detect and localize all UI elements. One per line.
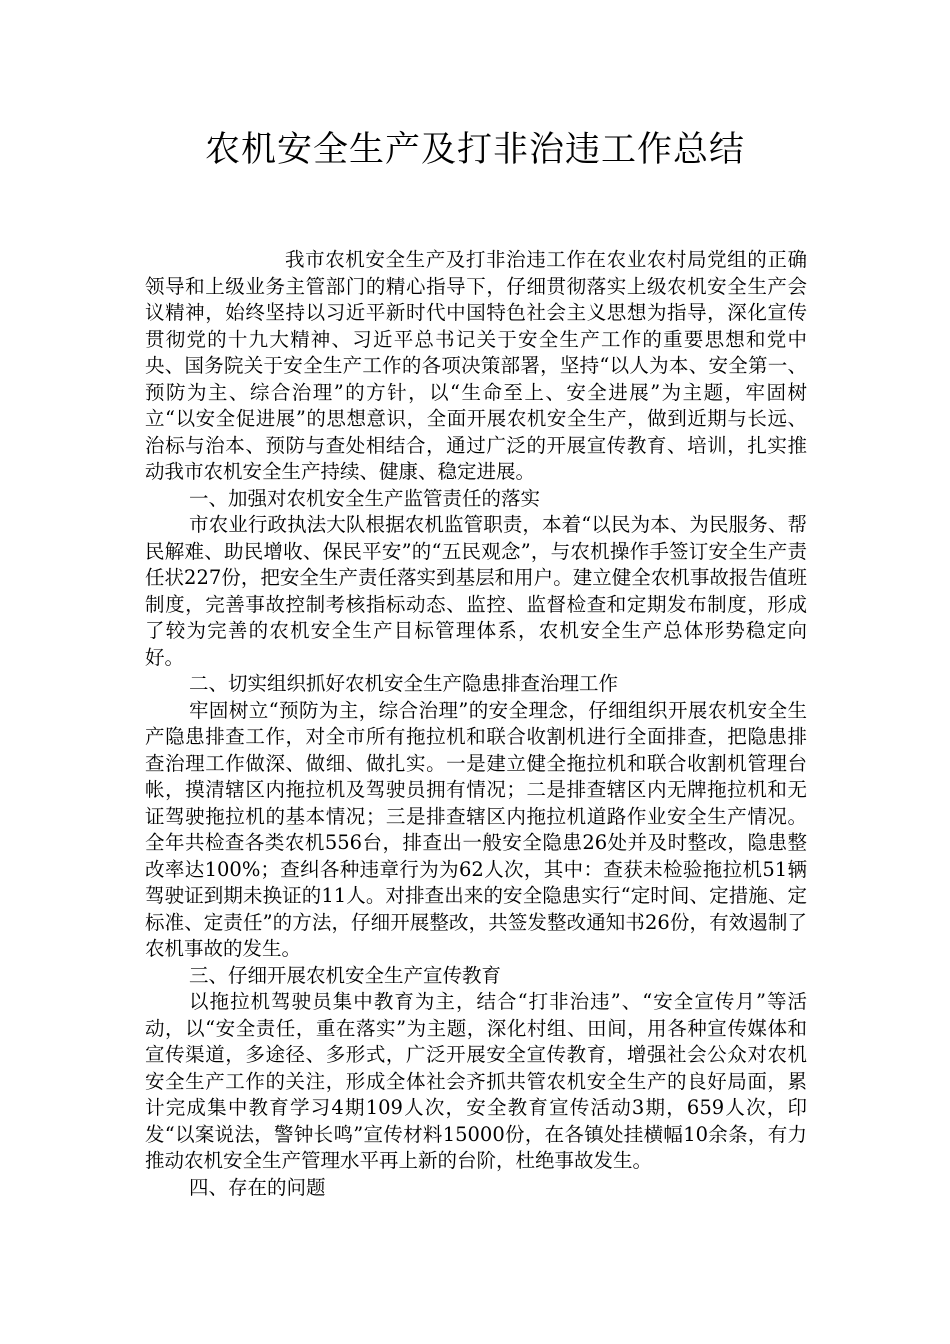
section-paragraph-2: 牢固树立“预防为主，综合治理”的安全理念，仔细组织开展农机安全生产隐患排查工作，对全市所有拖拉机和联合收割机进行全面排查，把隐患排查治理工作做深、做细、做扎实。一是建立健全拖拉机和联合收割机管理台帐，摸清辖区内拖拉机及驾驶员拥有情况；二是排查辖区内无牌拖拉机和无证驾驶拖拉机的基本情况；三是排查辖区内拖拉机道路作业安全生产情况。全年共检查各类农机556台，排查出一般安全隐患26处并及时整改，隐患整改率达100%；查纠各种违章行为为62人次，其中：查获未检验拖拉机51辆驾驶证到期未换证的11人。对排查出来的安全隐患实行“定时间、定措施、定标准、定责任”的方法，仔细开展整改，共签发整改通知书26份，有效遏制了农机事故的发生。 — [145, 698, 807, 960]
section-paragraph-1: 市农业行政执法大队根据农机监管职责，本着“以民为本、为民服务、帮民解难、助民增收、保民平安”的“五民观念”，与农机操作手签订安全生产责任状227份，把安全生产责任落实到基层和用户。建立健全农机事故报告值班制度，完善事故控制考核指标动态、监控、监督检查和定期发布制度，形成了较为完善的农机安全生产目标管理体系，农机安全生产总体形势稳定向好。 — [145, 513, 807, 669]
document-body — [145, 247, 807, 1201]
section-heading-4: 四、存在的问题 — [189, 1175, 326, 1199]
section-heading-3: 三、仔细开展农机安全生产宣传教育 — [189, 963, 502, 987]
section-paragraph-3: 以拖拉机驾驶员集中教育为主，结合“打非治违”、“安全宣传月”等活动，以“安全责任，重在落实”为主题，深化村组、田间，用各种宣传媒体和宣传渠道，多途径、多形式，广泛开展安全宣传教育，增强社会公众对农机安全生产工作的关注，形成全体社会齐抓共管农机安全生产的良好局面，累计完成集中教育学习4期109人次，安全教育宣传活动3期，659人次，印发“以案说法，警钟长鸣”宣传材料15000份，在各镇处挂横幅10余条，有力推动农机安全生产管理水平再上新的台阶，杜绝事故发生。 — [145, 990, 807, 1172]
section-heading-1: 一、加强对农机安全生产监管责任的落实 — [189, 486, 541, 510]
document-title: 农机安全生产及打非治违工作总结 — [204, 130, 745, 170]
section-heading-2: 二、切实组织抓好农机安全生产隐患排查治理工作 — [189, 672, 619, 695]
intro-paragraph: 我市农机安全生产及打非治违工作在农业农村局党组的正确领导和上级业务主管部门的精心指导下，仔细贯彻落实上级农机安全生产会议精神，始终坚持以习近平新时代中国特色社会主义思想为指导，深化宣传贯彻党的十九大精神、习近平总书记关于安全生产工作的重要思想和党中央、国务院关于安全生产工作的各项决策部署，坚持“以人为本、安全第一、预防为主、综合治理”的方针，以“生命至上、安全进展”为主题，牢固树立“以安全促进展”的思想意识，全面开展农机安全生产，做到近期与长远、治标与治本、预防与查处相结合，通过广泛的开展宣传教育、培训，扎实推动我市农机安全生产持续、健康、稳定进展。 — [145, 248, 807, 483]
